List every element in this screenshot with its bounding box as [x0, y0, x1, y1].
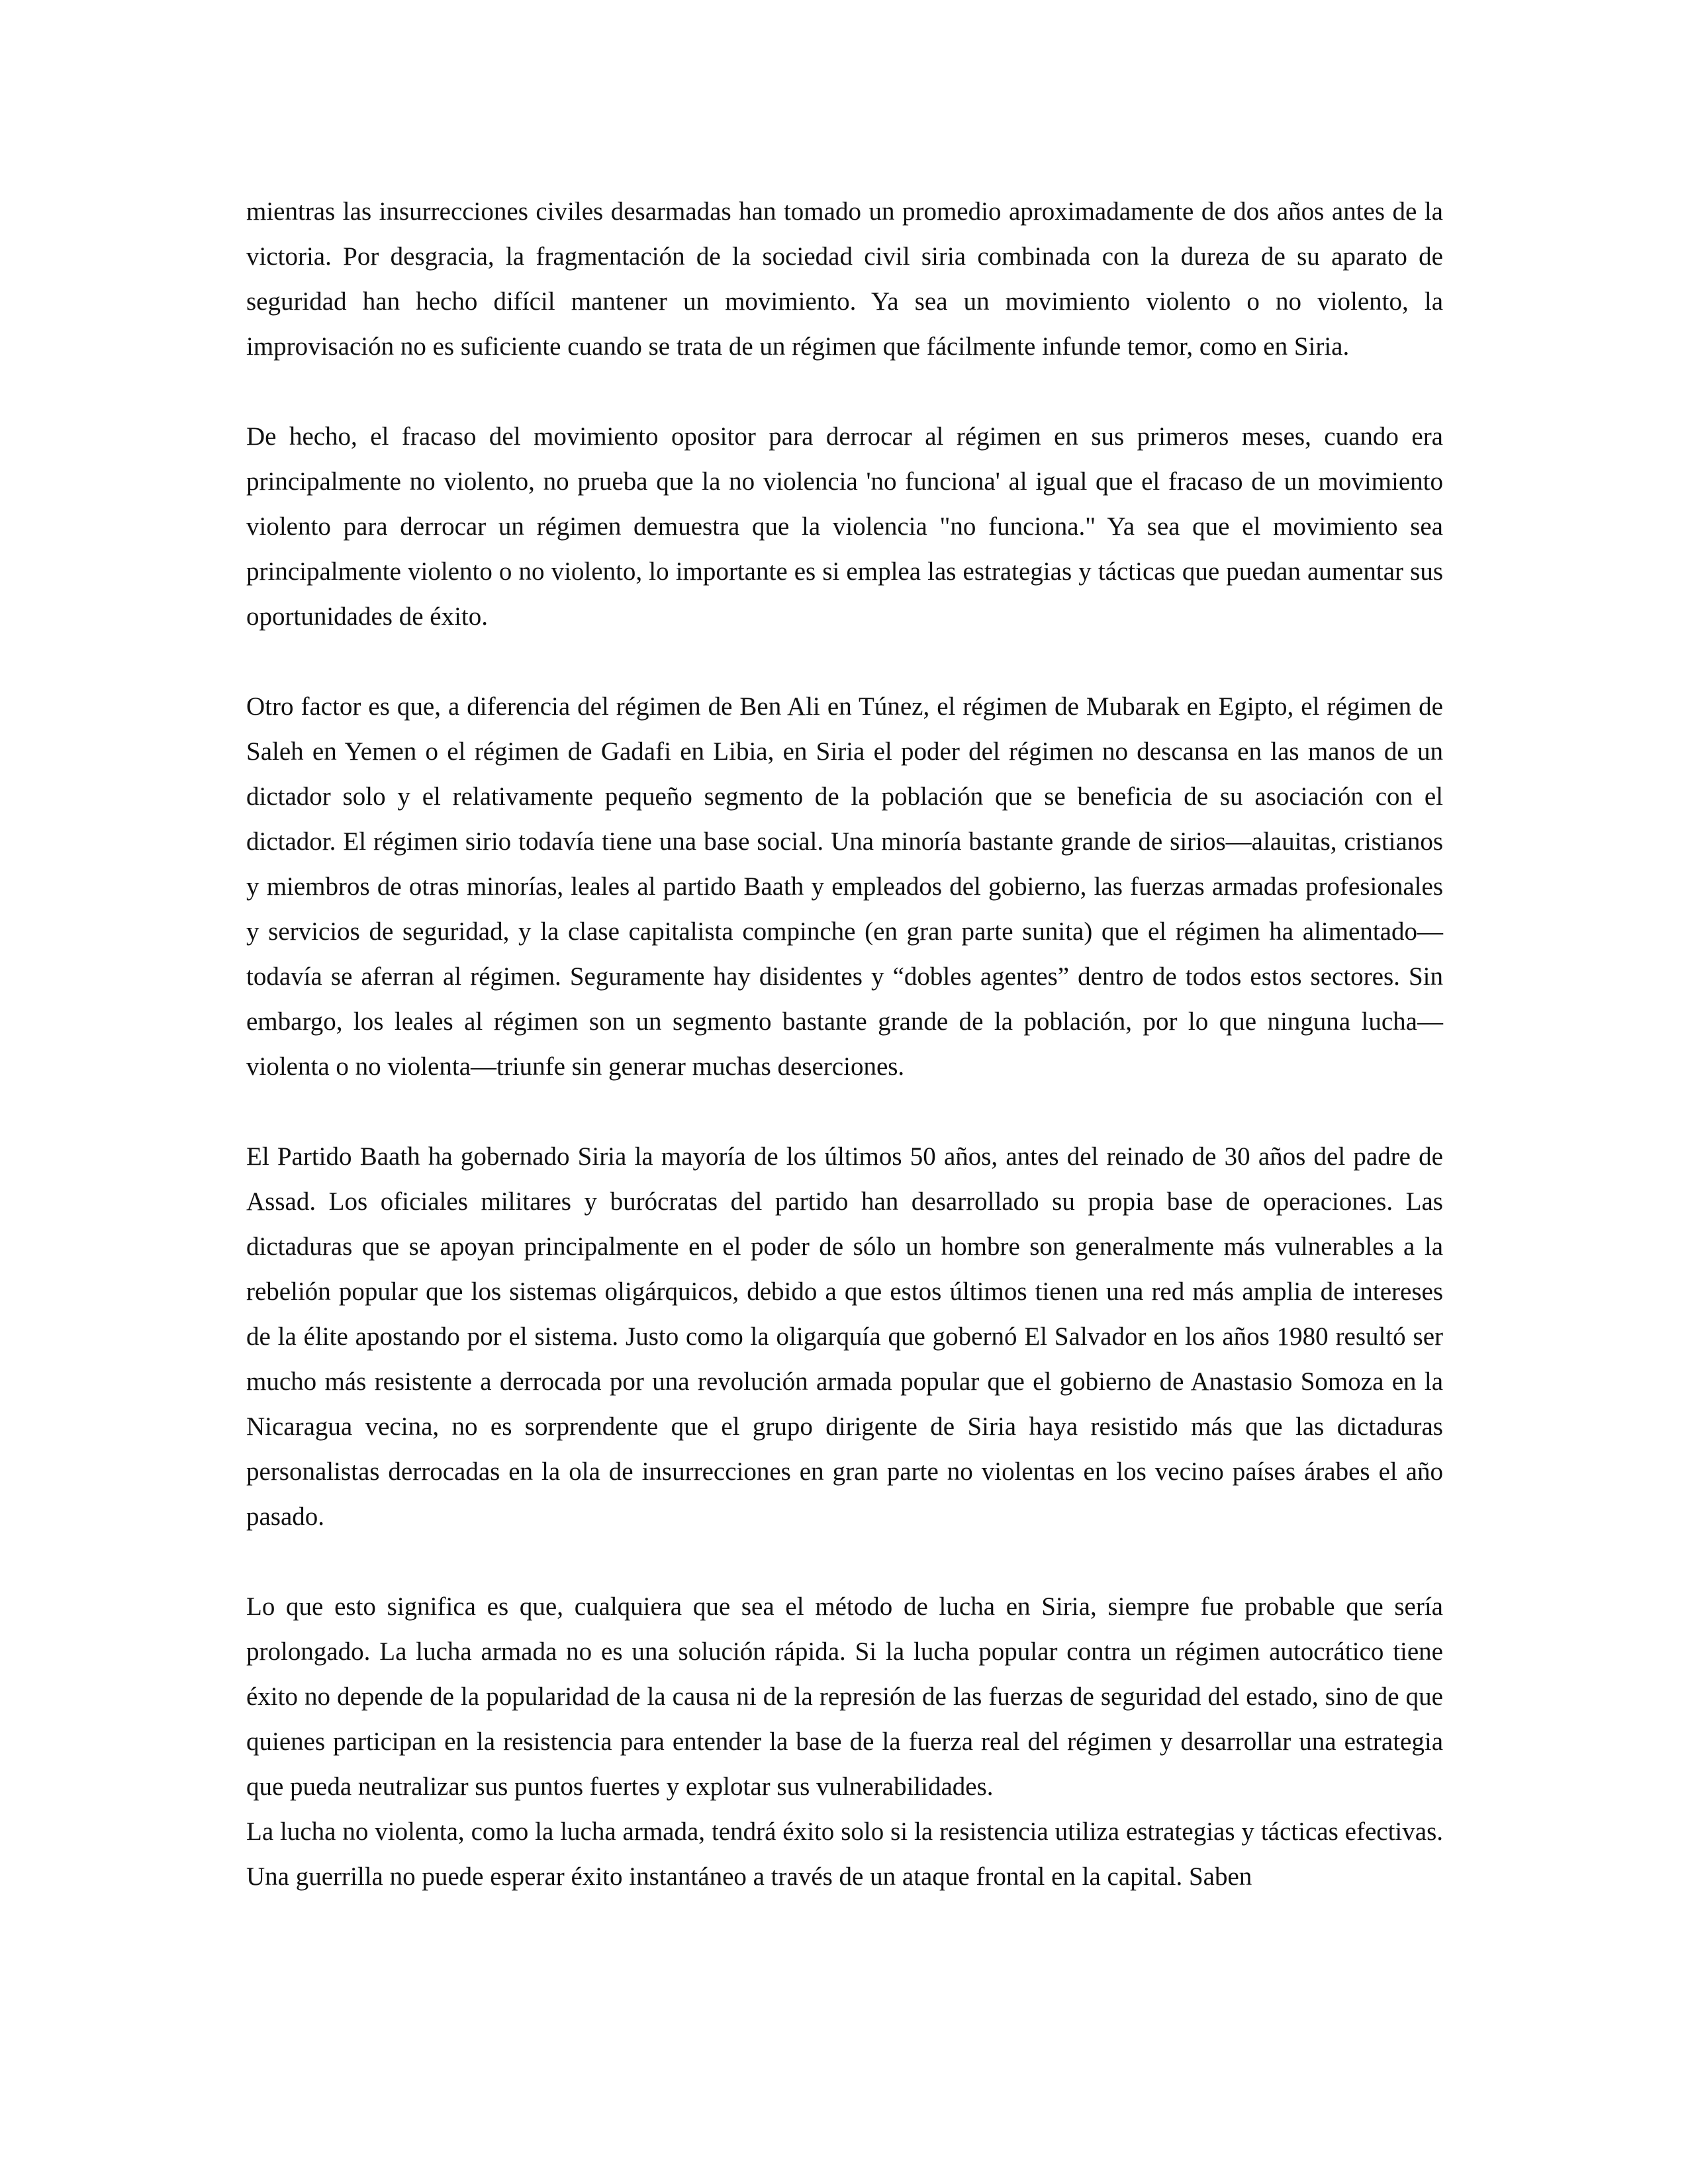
paragraph-3: Otro factor es que, a diferencia del régimen de Ben Ali en Túnez, el régimen de Mubarak en Egipto, el régimen de Saleh en Yemen o el régimen de Gadafi en Libia, en Siria el poder del régimen no descansa en las manos de un dictador solo y el relativamente pequeño segmento de la población que se beneficia de su asociación con el dictador. El régimen sirio todavía tiene una base social. Una minoría bastante grande de sirios—alauitas, cristianos y miembros de otras minorías, leales al partido Baath y empleados del gobierno, las fuerzas armadas profesionales y servicios de seguridad, y la clase capitalista compinche (en gran parte sunita) que el régimen ha alimentado—todavía se aferran al régimen. Seguramente hay disidentes y “dobles agentes” dentro de todos estos sectores. Sin embargo, los leales al régimen son un segmento bastante grande de la población, por lo que ninguna lucha—violenta o no violenta—triunfe sin generar muchas deserciones. [246, 692, 1443, 1081]
paragraph-5: Lo que esto significa es que, cualquiera que sea el método de lucha en Siria, siempre fue probable que sería prolongado. La lucha armada no es una solución rápida. Si la lucha popular contra un régimen autocrático tiene éxito no depende de la popularidad de la causa ni de la represión de las fuerzas de seguridad del estado, sino de que quienes participan en la resistencia para entender la base de la fuerza real del régimen y desarrollar una estrategia que pueda neutralizar sus puntos fuertes y explotar sus vulnerabilidades. [246, 1592, 1443, 1801]
document-body [246, 189, 1443, 1899]
paragraph-4: El Partido Baath ha gobernado Siria la mayoría de los últimos 50 años, antes del reinado de 30 años del padre de Assad. Los oficiales militares y burócratas del partido han desarrollado su propia base de operaciones. Las dictaduras que se apoyan principalmente en el poder de sólo un hombre son generalmente más vulnerables a la rebelión popular que los sistemas oligárquicos, debido a que estos últimos tienen una red más amplia de intereses de la élite apostando por el sistema. Justo como la oligarquía que gobernó El Salvador en los años 1980 resultó ser mucho más resistente a derrocada por una revolución armada popular que el gobierno de Anastasio Somoza en la Nicaragua vecina, no es sorprendente que el grupo dirigente de Siria haya resistido más que las dictaduras personalistas derrocadas en la ola de insurrecciones en gran parte no violentas en los vecino países árabes el año pasado. [246, 1142, 1443, 1531]
paragraph-6: La lucha no violenta, como la lucha armada, tendrá éxito solo si la resistencia utiliza estrategias y tácticas efectivas. Una guerrilla no puede esperar éxito instantáneo a través de un ataque frontal en la capital. Saben [246, 1817, 1443, 1891]
paragraph-1: mientras las insurrecciones civiles desarmadas han tomado un promedio aproximadamente de dos años antes de la victoria. Por desgracia, la fragmentación de la sociedad civil siria combinada con la dureza de su aparato de seguridad han hecho difícil mantener un movimiento. Ya sea un movimiento violento o no violento, la improvisación no es suficiente cuando se trata de un régimen que fácilmente infunde temor, como en Siria. [246, 197, 1443, 361]
paragraph-2: De hecho, el fracaso del movimiento opositor para derrocar al régimen en sus primeros meses, cuando era principalmente no violento, no prueba que la no violencia 'no funciona' al igual que el fracaso de un movimiento violento para derrocar un régimen demuestra que la violencia "no funciona." Ya sea que el movimiento sea principalmente violento o no violento, lo importante es si emplea las estrategias y tácticas que puedan aumentar sus oportunidades de éxito. [246, 422, 1443, 631]
